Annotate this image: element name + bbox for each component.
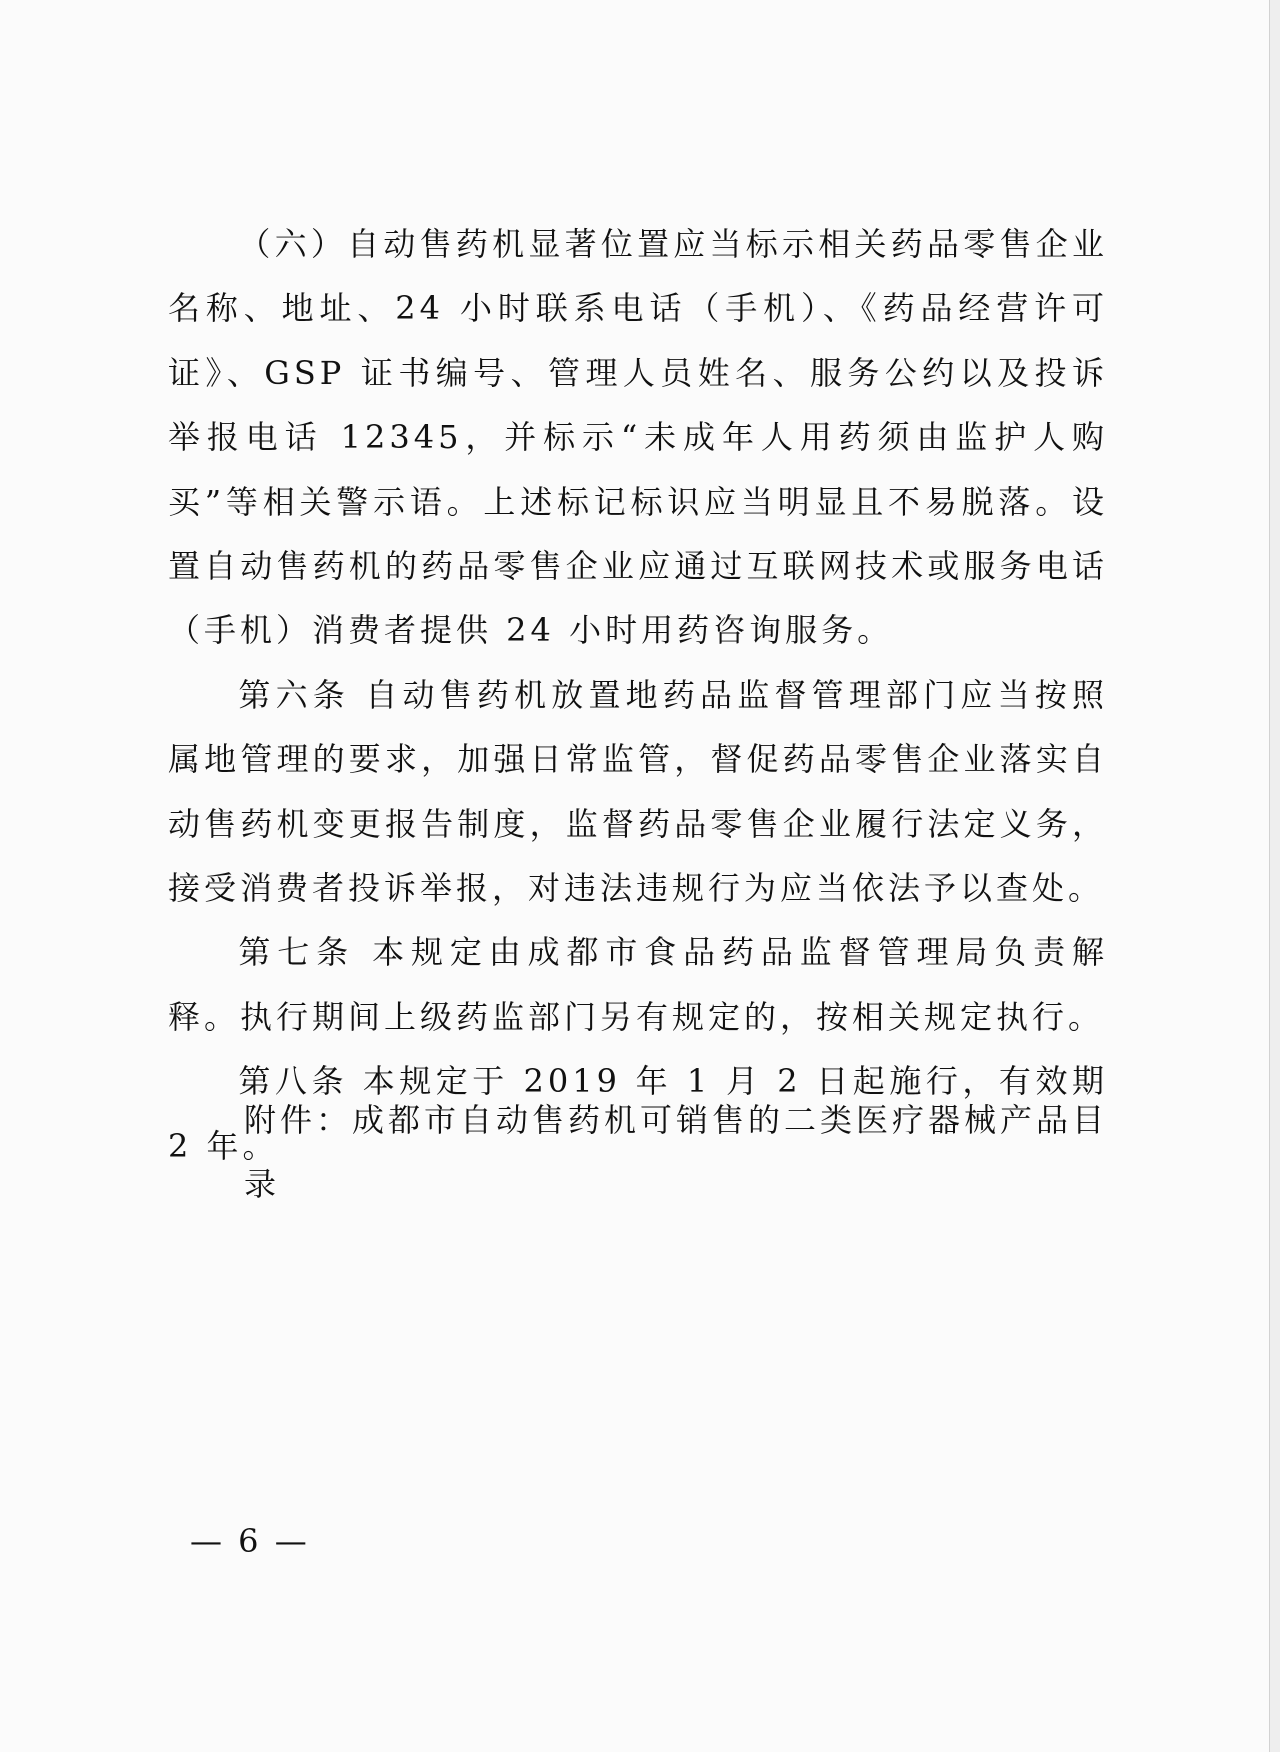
document-body xyxy=(168,212,1108,1178)
paragraph-article-8: 第八条 本规定于 2019 年 1 月 2 日起施行，有效期 2 年。 xyxy=(168,1062,1108,1165)
scan-edge xyxy=(1269,0,1280,1752)
paragraph-item-6: （六）自动售药机显著位置应当标示相关药品零售企业名称、地址、24 小时联系电话（手机）、《药品经营许可证》、GSP 证书编号、管理人员姓名、服务公约以及投诉举报电话 12345，并标示“未成年人用药须由监护人购买”等相关警示语。上述标记标识应当明显且不易脱落。设置自动售药机的药品零售企业应通过互联网技术或服务电话（手机）消费者提供 24 小时用药咨询服务。 xyxy=(168,225,1108,650)
paragraph-article-6: 第六条 自动售药机放置地药品监督管理部门应当按照属地管理的要求，加强日常监管，督促药品零售企业落实自动售药机变更报告制度，监督药品零售企业履行法定义务，接受消费者投诉举报，对违法违规行为应当依法予以查处。 xyxy=(168,675,1108,908)
paragraph-article-7: 第七条 本规定由成都市食品药品监督管理局负责解释。执行期间上级药监部门另有规定的，按相关规定执行。 xyxy=(168,933,1108,1036)
attachment-line: 附件：成都市自动售药机可销售的二类医疗器械产品目录 xyxy=(244,1101,1109,1203)
page-number: — 6 — xyxy=(190,1522,310,1560)
